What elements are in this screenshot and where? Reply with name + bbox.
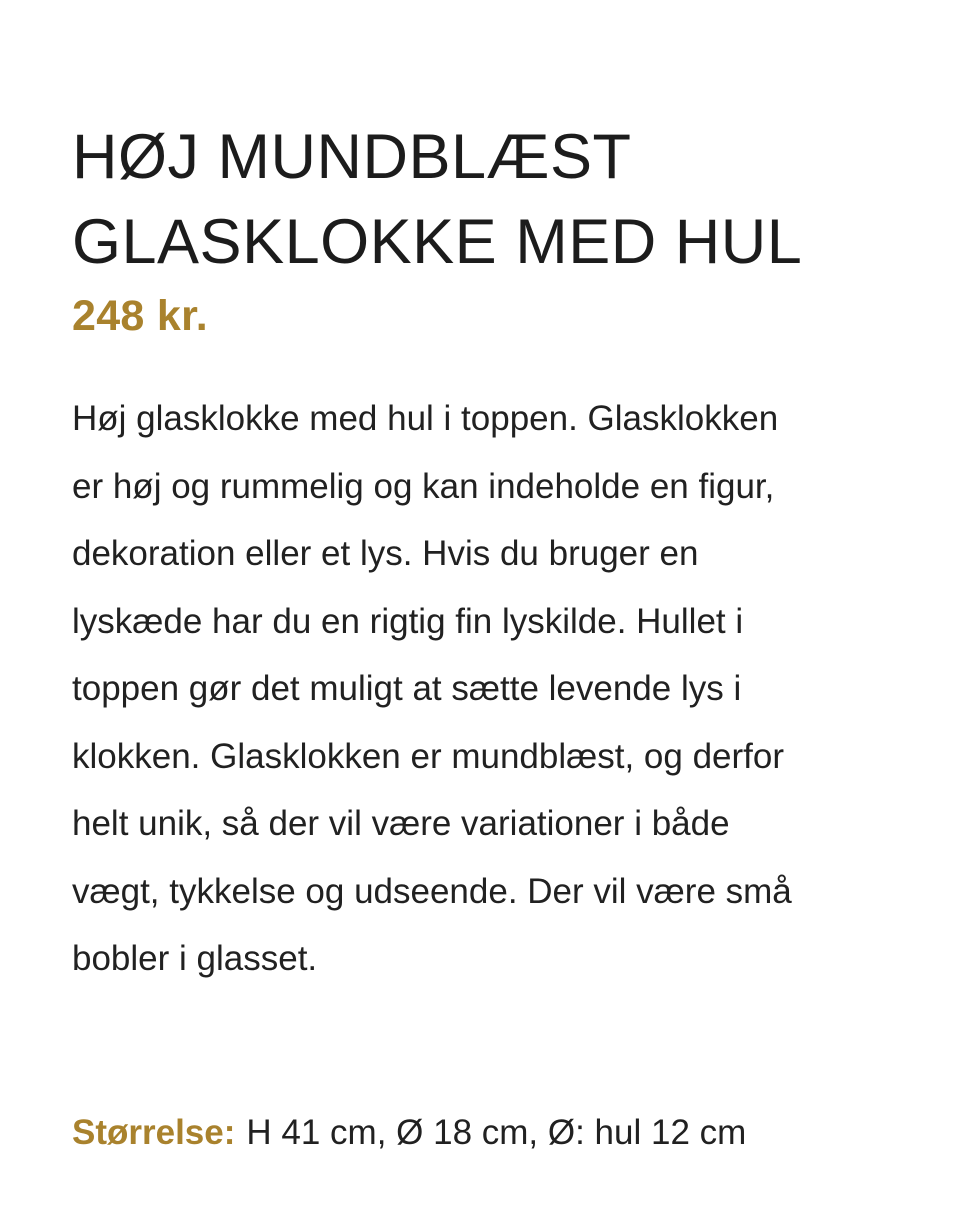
size-value: H 41 cm, Ø 18 cm, Ø: hul 12 cm bbox=[246, 1113, 747, 1152]
description-line: klokken. Glasklokken er mundblæst, og derfor bbox=[72, 736, 784, 776]
size-row bbox=[72, 1110, 746, 1156]
description-line: helt unik, så der vil være variationer i både bbox=[72, 804, 730, 843]
product-title-line: HØJ MUNDBLÆST bbox=[72, 122, 632, 193]
description-line: toppen gør det muligt at sætte levende lys i bbox=[72, 669, 742, 708]
product-title bbox=[72, 115, 902, 285]
description-line: Høj glasklokke med hul i toppen. Glasklokken bbox=[72, 399, 779, 438]
description-line: er høj og rummelig og kan indeholde en figur, bbox=[72, 466, 775, 506]
description-line: dekoration eller et lys. Hvis du bruger en bbox=[72, 534, 699, 573]
description-line: bobler i glasset. bbox=[72, 939, 318, 978]
product-description bbox=[72, 385, 912, 993]
description-line: lyskæde har du en rigtig fin lyskilde. Hullet i bbox=[72, 601, 744, 641]
description-line: vægt, tykkelse og udseende. Der vil være små bbox=[72, 871, 792, 911]
size-label: Størrelse: bbox=[72, 1113, 236, 1152]
product-price: 248 kr. bbox=[72, 292, 209, 340]
product-title-line: GLASKLOKKE MED HUL bbox=[72, 207, 803, 278]
